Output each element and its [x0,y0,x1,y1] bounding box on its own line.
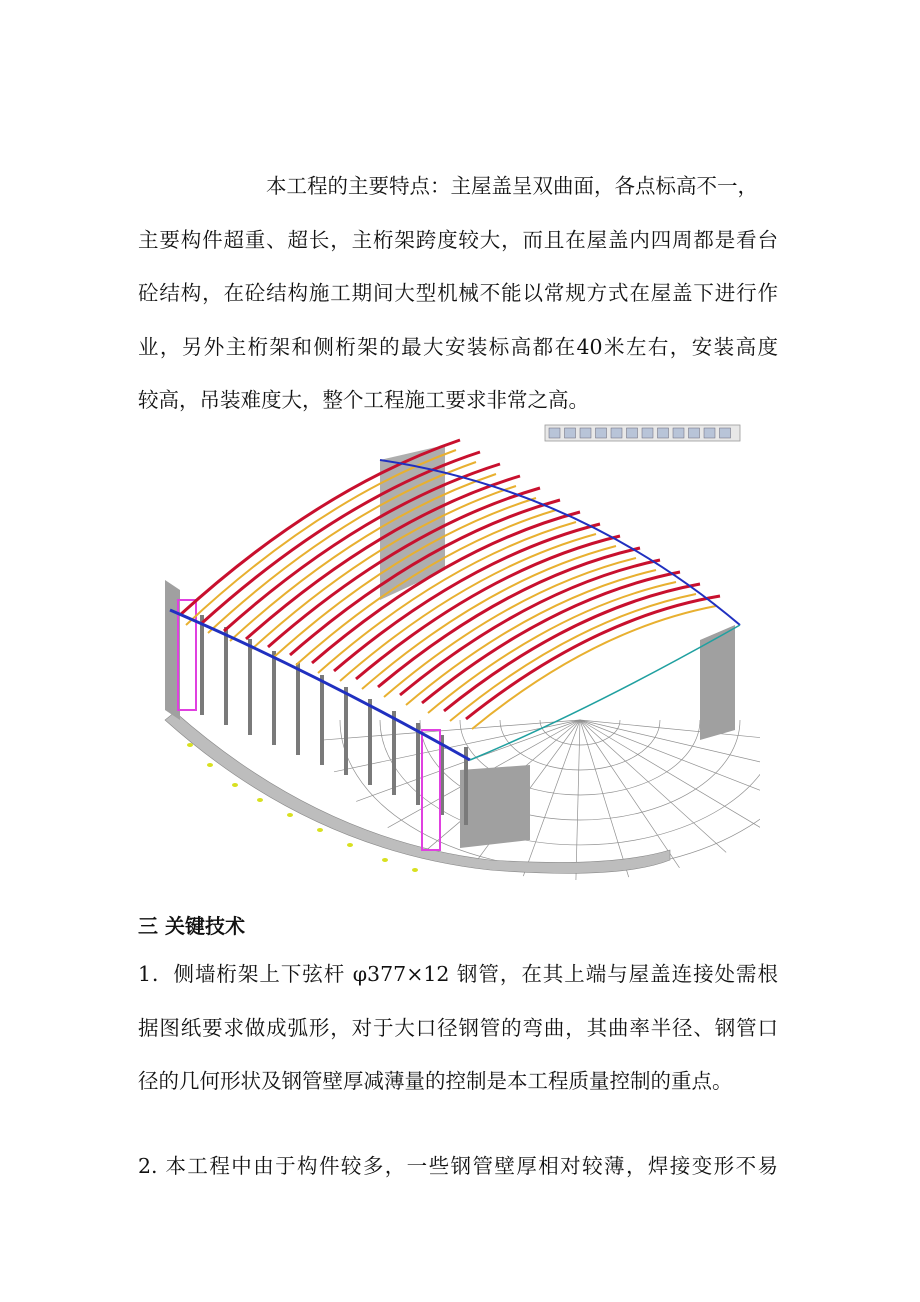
text-line: 本工程的主要特点：主屋盖呈双曲面，各点标高不一， [266,174,758,198]
support-column [320,675,324,765]
toolbar-icon [627,428,638,438]
pink-column-tower [422,730,440,850]
ground-marker [317,828,323,832]
support-column [344,687,348,775]
toolbar-icon [689,428,700,438]
text-line: 业，另外主桁架和侧桁架的最大安装标高都在40米左右，安装高度 [138,334,778,359]
toolbar-icon [673,428,684,438]
support-column [200,615,204,715]
toolbar-icon [549,428,560,438]
edge-beams [170,460,740,760]
ground-marker [347,843,353,847]
grid-radial-line [523,720,580,876]
support-column [248,639,252,735]
paragraph-key-technology-1 [138,948,778,1109]
ground-marker [257,798,263,802]
ground-marker [207,763,213,767]
support-column [368,699,372,785]
toolbar-icon [658,428,669,438]
ground-marker [382,858,388,862]
support-column [296,663,300,755]
grid-radial-line [580,720,679,868]
toolbar-icon [611,428,622,438]
truss-bottom-chord [472,606,716,729]
ground-marker [412,868,418,872]
text-line: 径的几何形状及钢管壁厚减薄量的控制是本工程质量控制的重点。 [138,1069,733,1093]
front-stand-wall [460,765,530,848]
grid-radial-line [576,720,580,880]
right-stand-wall [700,625,735,740]
toolbar-icon [596,428,607,438]
text-line: 2. 本工程中由于构件较多，一些钢管壁厚相对较薄，焊接变形不易 [138,1154,778,1178]
ground-marker [232,783,238,787]
roof-truss-3d-model-figure [160,420,760,880]
text-line: 主要构件超重、超长，主桁架跨度较大，而且在屋盖内四周都是看台 [138,227,778,252]
ground-marker [287,813,293,817]
grid-radial-line [580,720,726,852]
support-column [224,627,228,725]
toolbar-icon [565,428,576,438]
toolbar-icon [704,428,715,438]
support-column [392,711,396,795]
section-heading: 三 关键技术 [138,914,245,938]
cad-toolbar [545,425,740,441]
grid-radial-line [580,720,629,877]
text-line: 据图纸要求做成弧形，对于大口径钢管的弯曲，其曲率半径、钢管口 [138,1015,778,1040]
main-trusses [180,440,720,729]
text-line: 较高，吊装难度大，整个工程施工要求非常之高。 [138,388,589,412]
support-column [272,651,276,745]
ground-marker [187,743,193,747]
support-column [416,723,420,805]
toolbar-icon [720,428,731,438]
text-line: 砼结构，在砼结构施工期间大型机械不能以常规方式在屋盖下进行作 [138,281,778,305]
paragraph-key-technology-2 [138,1140,778,1194]
paragraph-project-features [138,160,778,428]
toolbar-icon [580,428,591,438]
toolbar-icon [642,428,653,438]
grid-radial-line [322,720,580,740]
text-line: 1．侧墙桁架上下弦杆 φ377×12 钢管，在其上端与屋盖连接处需根 [138,962,778,986]
grid-radial-line [580,720,760,831]
